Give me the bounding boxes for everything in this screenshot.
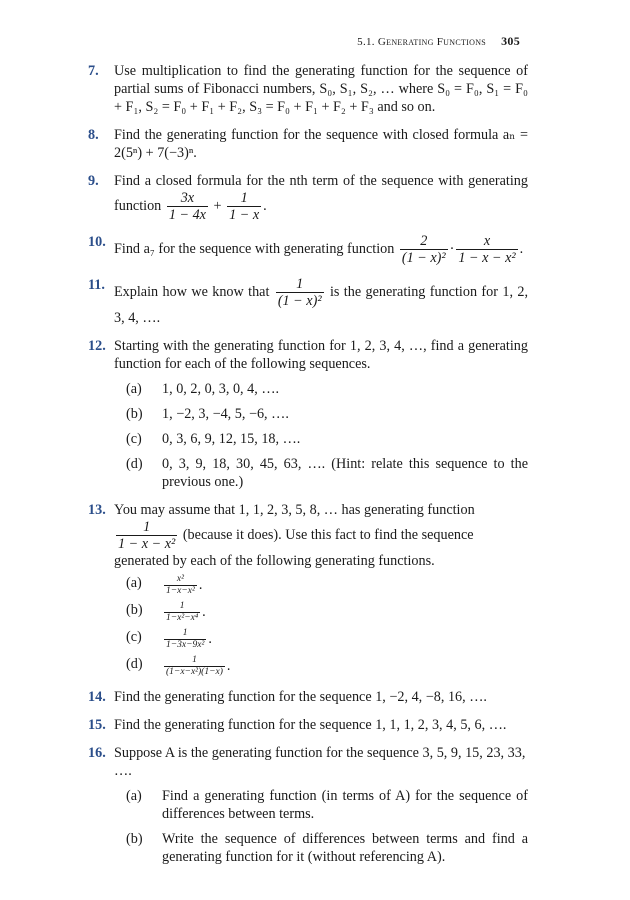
sub-label: (d): [126, 456, 143, 472]
numerator: 1: [192, 655, 197, 665]
denominator: 1−3x−9x²: [166, 640, 205, 650]
fraction: [400, 233, 448, 266]
numerator: x: [483, 233, 491, 249]
problem-number: 10.: [88, 234, 106, 250]
fraction: [164, 655, 225, 678]
subproblem-b: [126, 830, 528, 866]
problem-number: 15.: [88, 717, 106, 733]
sub-text: Find a generating function (in terms of A) for the sequence of differences between terms.: [162, 788, 528, 822]
exercise-list: [88, 62, 528, 876]
problem-10: [88, 233, 528, 266]
problem-8: [88, 126, 528, 162]
problem-number: 16.: [88, 745, 106, 761]
page-number: 305: [501, 34, 520, 48]
numerator: 1: [179, 601, 185, 611]
fraction: [116, 519, 177, 552]
problem-12: [88, 337, 528, 491]
denominator: 1 − x: [229, 207, 260, 223]
fraction: [276, 276, 324, 309]
subproblem-d: [126, 655, 528, 678]
fraction: [167, 190, 208, 223]
numerator: x²: [176, 574, 184, 584]
sub-label: (c): [126, 629, 142, 645]
problem-7: [88, 62, 528, 116]
subproblem-b: [126, 601, 528, 624]
numerator: 1: [182, 628, 188, 638]
problem-text: You may assume that 1, 1, 2, 3, 5, 8, … has generating function: [114, 502, 475, 518]
problem-text: Use multiplication to find the generating function for the sequence of partial sums of Fibonacci numbers, S₀, S₁, S₂, … where S₀ = F₀, S₁ = F₀ + F₁, S₂ = F₀ + F₁ + F₂, S₃ = F₀ + F₁ + F₂ + F₃ and so on.: [114, 63, 528, 115]
problem-number: 7.: [88, 63, 99, 79]
numerator: 1: [143, 519, 151, 535]
problem-14: [88, 688, 528, 706]
subproblem-a: [126, 574, 528, 597]
sub-text: 1, −2, 3, −4, 5, −6, ….: [162, 406, 289, 422]
problem-number: 13.: [88, 502, 106, 518]
problem-11: [88, 276, 528, 327]
problem-text: Find the generating function for the sequence 1, −2, 4, −8, 16, ….: [114, 689, 487, 705]
denominator: 1 − x − x²: [118, 536, 176, 552]
denominator: (1 − x)²: [401, 250, 446, 266]
subproblem-a: [126, 787, 528, 823]
sub-text: 0, 3, 9, 18, 30, 45, 63, …. (Hint: relate this sequence to the previous one.): [162, 456, 528, 490]
period: .: [263, 197, 267, 214]
sub-label: (b): [126, 831, 143, 847]
problem-text: Explain how we know that: [114, 283, 270, 300]
fraction: [456, 233, 517, 266]
sub-label: (b): [126, 406, 143, 422]
problem-number: 12.: [88, 338, 106, 354]
problem-text-cont: (because it does). Use this fact to find the sequence generated by each of the following generating functions.: [114, 526, 474, 569]
denominator: 1 − 4x: [168, 207, 206, 223]
problem-9: [88, 172, 528, 223]
section-title: 5.1. Generating Functions: [357, 36, 487, 48]
problem-text: Suppose A is the generating function for the sequence 3, 5, 9, 15, 23, 33, ….: [114, 745, 526, 779]
problem-text: Starting with the generating function for 1, 2, 3, 4, …, find a generating function for each of the following sequences.: [114, 338, 528, 372]
fraction: [164, 601, 200, 624]
denominator: (1 − x)²: [277, 293, 322, 309]
denominator: 1 − x − x²: [458, 250, 516, 266]
problem-text: Find a₇ for the sequence with generating function: [114, 240, 395, 257]
problem-text-cont: is the generating function for 1, 2, 3, 4, ….: [114, 283, 529, 326]
subproblem-a: [126, 380, 528, 398]
problem-number: 8.: [88, 127, 99, 143]
problem-text: Find a closed formula for the nth term of the sequence with generating function: [114, 173, 528, 214]
numerator: 1: [296, 276, 304, 292]
denominator: (1−x−x²)(1−x): [166, 667, 223, 677]
period: .: [208, 630, 212, 647]
problem-text: Find the generating function for the sequence with closed formula aₙ = 2(5ⁿ) + 7(−3)ⁿ.: [114, 127, 528, 161]
problem-text: Find the generating function for the sequence 1, 1, 1, 2, 3, 4, 5, 6, ….: [114, 717, 507, 733]
problem-number: 14.: [88, 689, 106, 705]
problem-number: 11.: [88, 277, 105, 293]
problem-number: 9.: [88, 173, 99, 189]
problem-16: [88, 744, 528, 866]
sub-text: 1, 0, 2, 0, 3, 0, 4, ….: [162, 381, 280, 397]
sub-label: (c): [126, 431, 142, 447]
denominator: 1−x²−x⁴: [166, 613, 199, 623]
sub-label: (d): [126, 656, 143, 672]
period: .: [519, 240, 524, 257]
subproblem-c: [126, 628, 528, 651]
numerator: 1: [240, 190, 248, 206]
subproblem-b: [126, 405, 528, 423]
fraction: [164, 628, 206, 651]
problem-15: [88, 716, 528, 734]
plus-sign: +: [213, 197, 222, 214]
period: .: [226, 657, 231, 674]
period: .: [202, 603, 206, 620]
running-header: [357, 34, 520, 49]
period: .: [198, 576, 203, 593]
fraction: [227, 190, 261, 223]
sub-text: Write the sequence of differences between terms and find a generating function for it (without referencing A).: [162, 831, 528, 865]
fraction: [164, 574, 197, 597]
sub-label: (a): [126, 575, 142, 591]
numerator: 3x: [180, 190, 195, 206]
sub-label: (b): [126, 602, 143, 618]
problem-13: [88, 501, 528, 678]
subproblem-d: [126, 455, 528, 491]
denominator: 1−x−x²: [166, 586, 195, 596]
subproblem-c: [126, 430, 528, 448]
sub-label: (a): [126, 381, 142, 397]
dot-operator: ·: [449, 240, 455, 257]
sub-text: 0, 3, 6, 9, 12, 15, 18, ….: [162, 431, 301, 447]
numerator: 2: [420, 233, 428, 249]
sub-label: (a): [126, 788, 142, 804]
